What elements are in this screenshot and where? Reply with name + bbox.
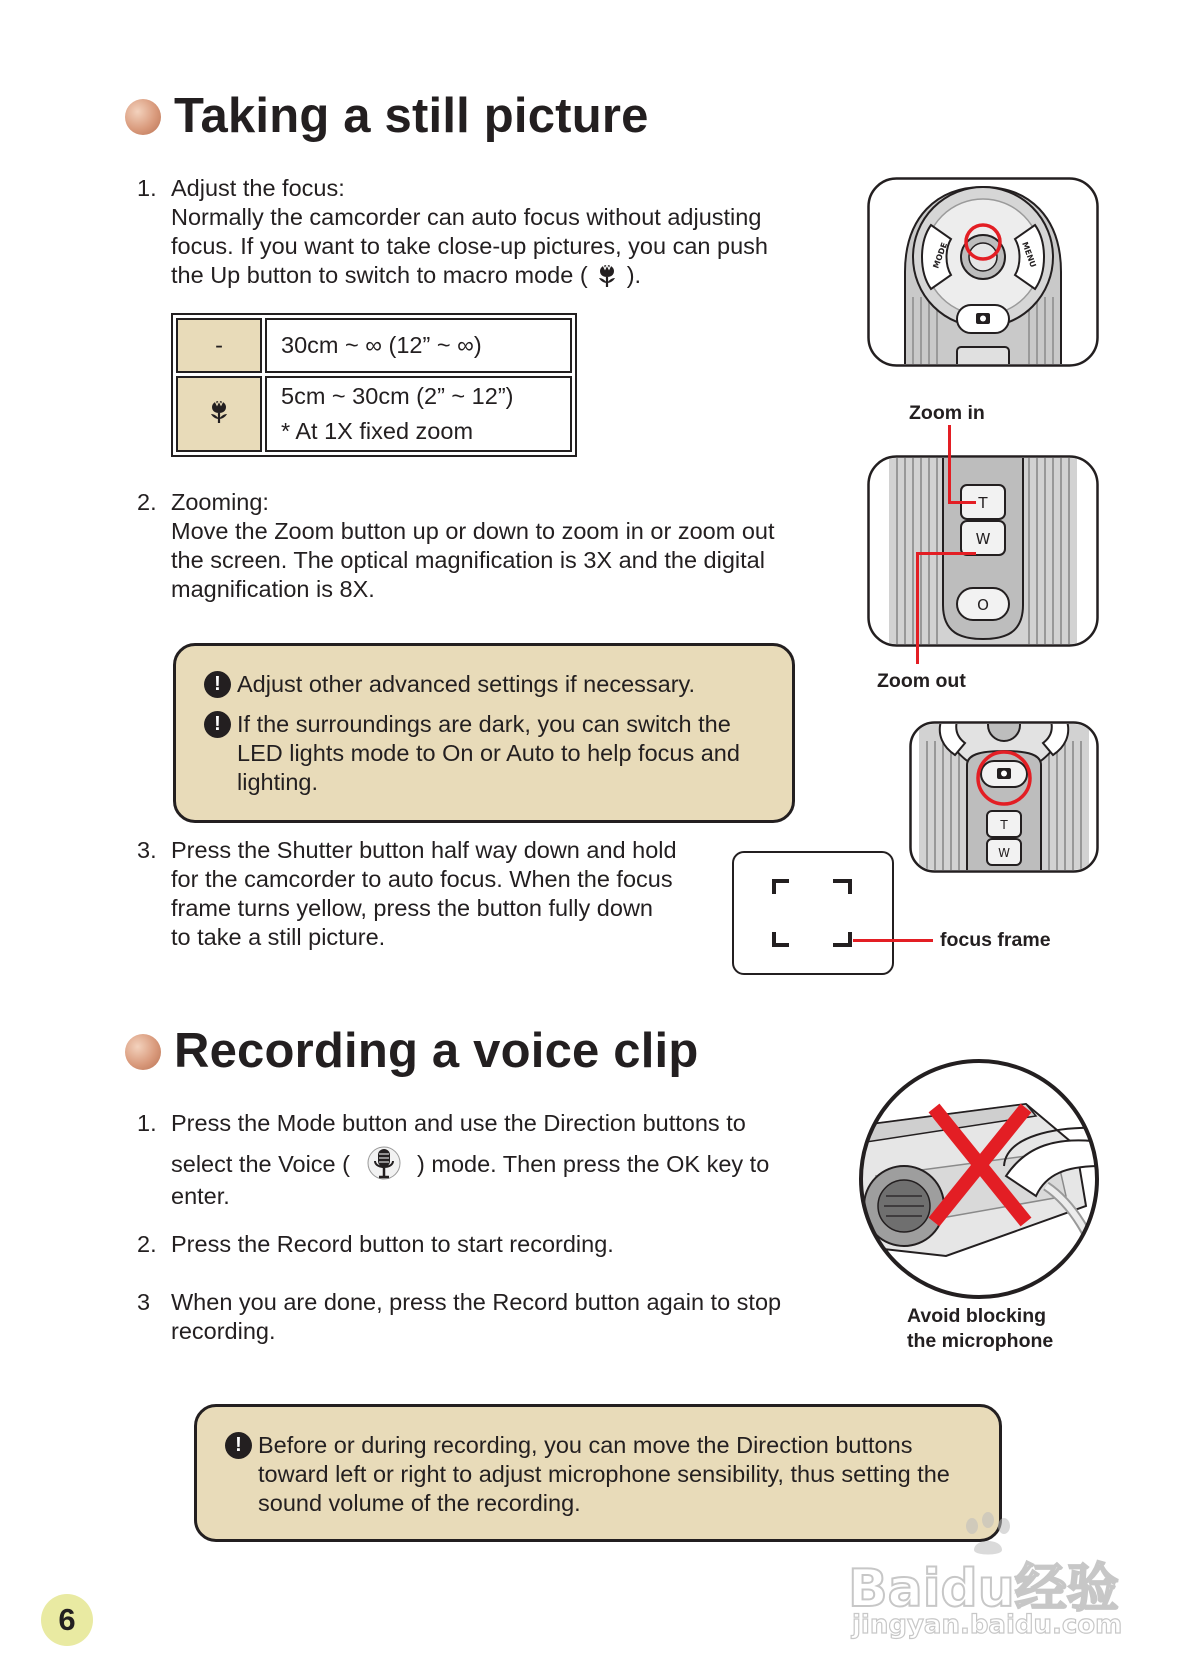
step-line: for the camcorder to auto focus. When the focus (171, 866, 673, 892)
step-line: Press the Record button to start recording. (171, 1231, 614, 1257)
exclamation-icon: ! (204, 711, 231, 738)
focus-frame-corners-icon (734, 853, 892, 973)
exclamation-icon: ! (225, 1432, 252, 1459)
step-number: 2. (137, 489, 157, 515)
zoom-in-pointer-line (948, 501, 976, 504)
camera-zoom-illustration (867, 455, 1099, 647)
note-item (204, 670, 772, 699)
step-number: 3. (137, 837, 157, 863)
step-text (171, 174, 811, 290)
zoom-out-label: Zoom out (877, 670, 966, 692)
step-line: to take a still picture. (171, 924, 386, 950)
macro-flower-icon (206, 398, 232, 424)
note-line: lighting. (237, 769, 318, 795)
watermark-url: jingyan.baidu.com (852, 1610, 1123, 1640)
microphone-caption (907, 1304, 1053, 1354)
note-text (237, 710, 740, 797)
step-text (171, 488, 811, 604)
microphone-voice-icon (367, 1144, 401, 1182)
camera-shutter-illustration (909, 721, 1099, 873)
zoom-t-button-label: T (1000, 818, 1008, 832)
note-line: LED lights mode to On or Auto to help focus and (237, 740, 740, 766)
step-line (171, 1144, 811, 1182)
step-line (171, 261, 811, 290)
caption-line: Avoid blocking (907, 1305, 1047, 1327)
exclamation-icon: ! (204, 671, 231, 698)
caption-line: the microphone (907, 1330, 1054, 1352)
section-title: Recording a voice clip (174, 1024, 699, 1078)
step-number: 1. (137, 175, 157, 201)
step-line-pre: the Up button to switch to macro mode ( (171, 262, 588, 288)
microphone-blocking-illustration (856, 1056, 1102, 1302)
note-text: Adjust other advanced settings if necessary. (237, 671, 696, 697)
menu-button-label: MENU (1020, 240, 1038, 269)
step-heading: Adjust the focus: (171, 175, 345, 201)
zoom-w-button-label: W (975, 530, 991, 548)
focus-range-table (171, 313, 577, 457)
step-number: 3 (137, 1289, 151, 1315)
record-button-label: O (977, 596, 989, 614)
step-line: When you are done, press the Record button again to stop (171, 1289, 782, 1315)
step-line: Normally the camcorder can auto focus without adjusting (171, 204, 762, 230)
step-line: recording. (171, 1318, 276, 1344)
step-line: frame turns yellow, press the button fully down (171, 895, 653, 921)
zoom-out-pointer-line (916, 552, 919, 664)
step-line: Press the Shutter button half way down and hold (171, 837, 677, 863)
mode-cell (176, 376, 262, 452)
note-item (225, 1431, 985, 1518)
step-number: 1. (137, 1110, 157, 1136)
mode-button-label: MODE (931, 241, 950, 270)
zoom-out-pointer-line (916, 552, 976, 555)
note-line: If the surroundings are dark, you can switch the (237, 711, 731, 737)
focus-frame-label: focus frame (940, 929, 1051, 951)
step-heading: Zooming: (171, 489, 269, 515)
step-line: magnification is 8X. (171, 576, 375, 602)
step-line: the screen. The optical magnification is 3X and the digital (171, 547, 765, 573)
mode-cell (176, 318, 262, 373)
page-number: 6 (41, 1594, 93, 1646)
step-line-post: ) mode. Then press the OK key to (417, 1151, 770, 1177)
range-note: * At 1X fixed zoom (281, 418, 474, 444)
range-cell (265, 376, 572, 452)
focus-frame-pointer-line (853, 939, 933, 942)
table-row (176, 376, 572, 452)
mode-text: - (215, 332, 223, 358)
note-box (173, 643, 795, 823)
range-text: 30cm ~ ∞ (12” ~ ∞) (281, 332, 482, 358)
step-line: Move the Zoom button up or down to zoom in or zoom out (171, 518, 775, 544)
zoom-in-label: Zoom in (909, 402, 985, 424)
zoom-w-button-label: W (998, 846, 1010, 860)
zoom-in-pointer-line (948, 425, 951, 503)
note-line: Before or during recording, you can move the Direction buttons (258, 1432, 913, 1458)
step-line-post: ). (626, 262, 642, 288)
step-line: focus. If you want to take close-up pictures, you can push (171, 233, 768, 259)
section-bullet-icon (125, 99, 161, 135)
step-text (171, 1109, 811, 1211)
note-line: sound volume of the recording. (258, 1490, 581, 1516)
step-line: enter. (171, 1183, 230, 1209)
note-text (258, 1431, 950, 1518)
note-line: toward left or right to adjust microphone sensibility, thus setting the (258, 1461, 950, 1487)
step-number: 2. (137, 1231, 157, 1257)
macro-flower-icon (594, 262, 620, 288)
range-text: 5cm ~ 30cm (2” ~ 12”) (281, 383, 514, 409)
step-line-pre: select the Voice ( (171, 1151, 350, 1177)
watermark-logo: Baidu经验 (848, 1559, 1119, 1619)
step-line: Press the Mode button and use the Direction buttons to (171, 1110, 746, 1136)
camera-dpad-illustration (867, 177, 1099, 367)
section-title: Taking a still picture (174, 89, 649, 143)
zoom-t-button-label: T (978, 494, 988, 512)
step-text (171, 1288, 831, 1346)
table-row (176, 318, 572, 373)
step-text (171, 836, 711, 952)
note-item (204, 710, 772, 797)
range-cell (265, 318, 572, 373)
focus-frame-illustration (732, 851, 894, 975)
section-bullet-icon (125, 1034, 161, 1070)
watermark (848, 1512, 1128, 1642)
